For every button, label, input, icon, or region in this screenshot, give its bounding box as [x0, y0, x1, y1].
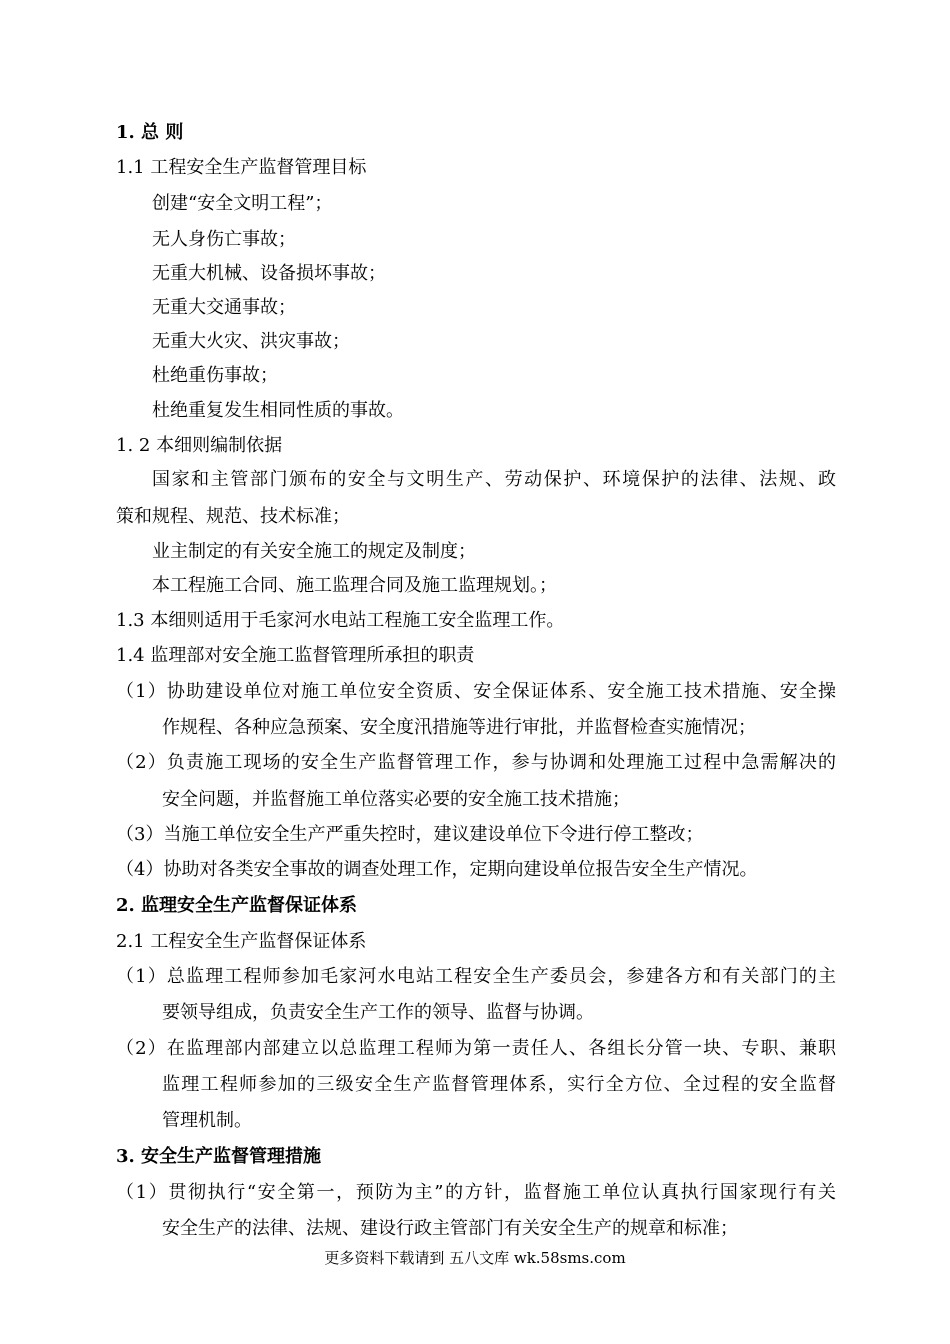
- measure-item-1-cont: 安全生产的法律、法规、建设行政主管部门有关安全生产的规章和标准；: [162, 1218, 738, 1239]
- goal-item: 杜绝重伤事故；: [152, 365, 278, 386]
- basis-item: 业主制定的有关安全施工的规定及制度；: [152, 541, 476, 562]
- goal-item: 杜绝重复发生相同性质的事故。: [152, 400, 404, 421]
- goal-item: 无重大机械、设备损坏事故；: [152, 263, 386, 284]
- section-1-1-heading: 1.1 工程安全生产监督管理目标: [116, 157, 367, 178]
- basis-paragraph-cont: 策和规程、规范、技术标准；: [116, 506, 350, 527]
- section-1-2-heading: 1. 2 本细则编制依据: [116, 435, 283, 456]
- page-footer: 更多资料下载请到 五八文库 wk.58sms.com: [324, 1249, 626, 1267]
- section-1-heading: 1. 总 则: [116, 122, 184, 143]
- goal-item: 创建“安全文明工程”；: [152, 193, 333, 214]
- section-2-heading: 2. 监理安全生产监督保证体系: [116, 895, 358, 916]
- duty-item-2-cont: 安全问题，并监督施工单位落实必要的安全施工技术措施；: [162, 789, 630, 810]
- section-1-3-text: 1.3 本细则适用于毛家河水电站工程施工安全监理工作。: [116, 610, 565, 631]
- goal-item: 无人身伤亡事故；: [152, 229, 296, 250]
- section-3-heading: 3. 安全生产监督管理措施: [116, 1146, 322, 1167]
- measure-item-1: （1）贯彻执行“安全第一，预防为主”的方针，监督施工单位认真执行国家现行有关: [116, 1182, 836, 1203]
- duty-item-3: （3）当施工单位安全生产严重失控时，建议建设单位下令进行停工整改；: [116, 824, 704, 845]
- goal-item: 无重大火灾、洪灾事故；: [152, 331, 350, 352]
- section-2-1-heading: 2.1 工程安全生产监督保证体系: [116, 931, 367, 952]
- duty-item-1-cont: 作规程、各种应急预案、安全度汛措施等进行审批，并监督检查实施情况；: [162, 717, 756, 738]
- system-item-2-cont: 管理机制。: [162, 1110, 252, 1131]
- basis-item: 本工程施工合同、施工监理合同及施工监理规划。；: [152, 575, 557, 596]
- system-item-1-cont: 要领导组成，负责安全生产工作的领导、监督与协调。: [162, 1002, 594, 1023]
- goal-item: 无重大交通事故；: [152, 297, 296, 318]
- system-item-1: （1）总监理工程师参加毛家河水电站工程安全生产委员会，参建各方和有关部门的主: [116, 966, 836, 987]
- section-1-4-heading: 1.4 监理部对安全施工监督管理所承担的职责: [116, 645, 475, 666]
- duty-item-2: （2）负责施工现场的安全生产监督管理工作，参与协调和处理施工过程中急需解决的: [116, 752, 836, 773]
- duty-item-1: （1）协助建设单位对施工单位安全资质、安全保证体系、安全施工技术措施、安全操: [116, 681, 836, 702]
- system-item-2-cont: 监理工程师参加的三级安全生产监督管理体系，实行全方位、全过程的安全监督: [162, 1074, 836, 1095]
- duty-item-4: （4）协助对各类安全事故的调查处理工作，定期向建设单位报告安全生产情况。: [116, 859, 758, 880]
- system-item-2: （2）在监理部内部建立以总监理工程师为第一责任人、各组长分管一块、专职、兼职: [116, 1038, 836, 1059]
- basis-paragraph: 国家和主管部门颁布的安全与文明生产、劳动保护、环境保护的法律、法规、政: [152, 469, 836, 490]
